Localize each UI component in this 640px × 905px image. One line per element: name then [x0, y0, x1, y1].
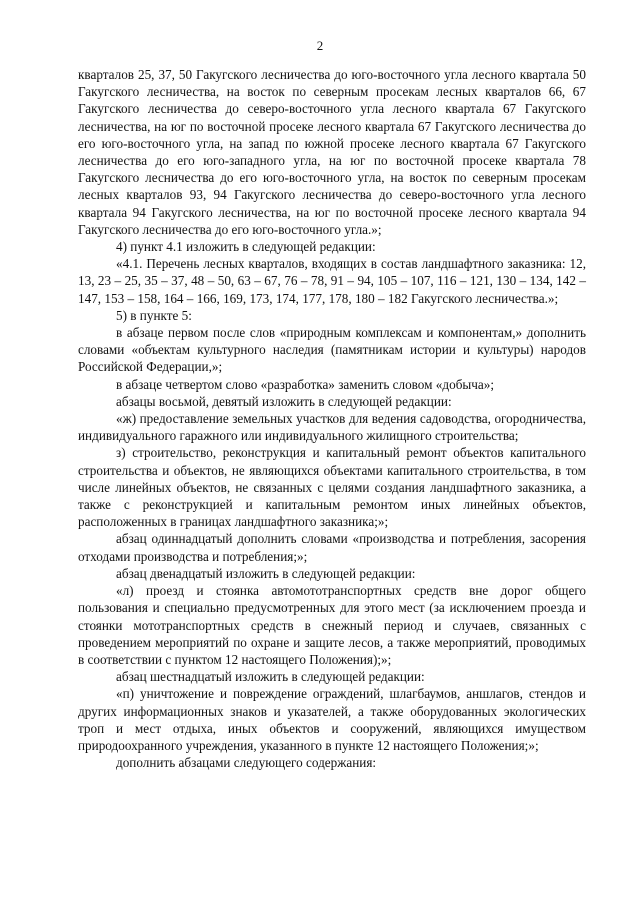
paragraph-eighth-ninth-abzac: абзацы восьмой, девятый изложить в следующей редакции:	[116, 393, 452, 409]
paragraph-twelfth-abzac: абзац двенадцатый изложить в следующей редакции:	[116, 565, 416, 581]
paragraph-add-abzacs: дополнить абзацами следующего содержания:	[116, 755, 377, 771]
paragraph-fourth-abzac-amendment: в абзаце четвертом слово «разработка» заменить словом «добыча»;	[116, 376, 495, 392]
page-number: 2	[316, 38, 324, 53]
paragraph-first-abzac-amendment: в абзаце первом после слов «природным комплексам и компонентам,» дополнить словами «объектам культурного наследия (памятникам истории и культуры) народов Российской Федерации,»;	[78, 325, 586, 375]
document-body	[78, 66, 586, 771]
paragraph-item-4: 4) пункт 4.1 изложить в следующей редакции:	[116, 239, 376, 255]
paragraph-sixteenth-abzac: абзац шестнадцатый изложить в следующей редакции:	[116, 669, 425, 685]
paragraph-subitem-zh: «ж) предоставление земельных участков для ведения садоводства, огородничества, индивидуального гаражного или индивидуального жилищного строительства;	[78, 411, 586, 444]
paragraph-boundary-description: кварталов 25, 37, 50 Гакугского лесничества до юго-восточного угла лесного квартала 50 Гакугского лесничества, на восток по северным просекам лесных кварталов 66, 67 Гакугского лесничества до северо-восточного угла лесного квартала 67 Гакугского лесничества, на юг по восточной просеке лесного квартала 67 Гакугского лесничества до его юго-восточного угла, на запад по южной просеке лесного квартала 67 Гакугского лесничества до его юго-западного угла, на юг по восточной просеке квартала 78 Гакугского лесничества до его юго-восточного угла, на восток по северным просекам лесных кварталов 93, 94 Гакугского лесничества до северо-восточного угла лесного квартала 94 Гакугского лесничества, на юг по восточной просеке лесного квартала 94 Гакугского лесничества до его юго-восточного угла.»;	[78, 67, 586, 237]
paragraph-subitem-l: «л) проезд и стоянка автомототранспортных средств вне дорог общего пользования и специально предусмотренных для этого мест (за исключением проезда и стоянки мототранспортных средств в снежный период и случаев, связанных с проведением мероприятий по охране и защите лесов, а также мероприятий, проводимых в соответствии с пунктом 12 настоящего Положения);»;	[78, 583, 586, 667]
paragraph-eleventh-abzac: абзац одиннадцатый дополнить словами «производства и потребления, засорения отходами производства и потребления;»;	[78, 531, 586, 564]
paragraph-item-5: 5) в пункте 5:	[116, 307, 192, 323]
paragraph-subitem-p: «п) уничтожение и повреждение ограждений, шлагбаумов, аншлагов, стендов и других информационных знаков и указателей, а также оборудованных экологических троп и мест отдыха, иных объектов и сооружений, являющихся имуществом природоохранного учреждения, указанного в пункте 12 настоящего Положения;»;	[78, 686, 586, 753]
paragraph-forest-quarters-list: «4.1. Перечень лесных кварталов, входящих в состав ландшафтного заказника: 12, 13, 23 – 25, 35 – 37, 48 – 50, 63 – 67, 76 – 78, 91 – 94, 105 – 107, 116 – 121, 130 – 134, 142 – 147, 153 – 158, 164 – 166, 169, 173, 174, 177, 178, 180 – 182 Гакугского лесничества.»;	[78, 256, 586, 306]
paragraph-subitem-z: з) строительство, реконструкция и капитальный ремонт объектов капитального строительства и объектов, не являющихся объектами капитального строительства, в том числе линейных объектов, не связанных с целями создания ландшафтного заказника, а также с реконструкцией и капитальным ремонтом иных линейных объектов, расположенных в границах ландшафтного заказника;»;	[78, 445, 586, 530]
